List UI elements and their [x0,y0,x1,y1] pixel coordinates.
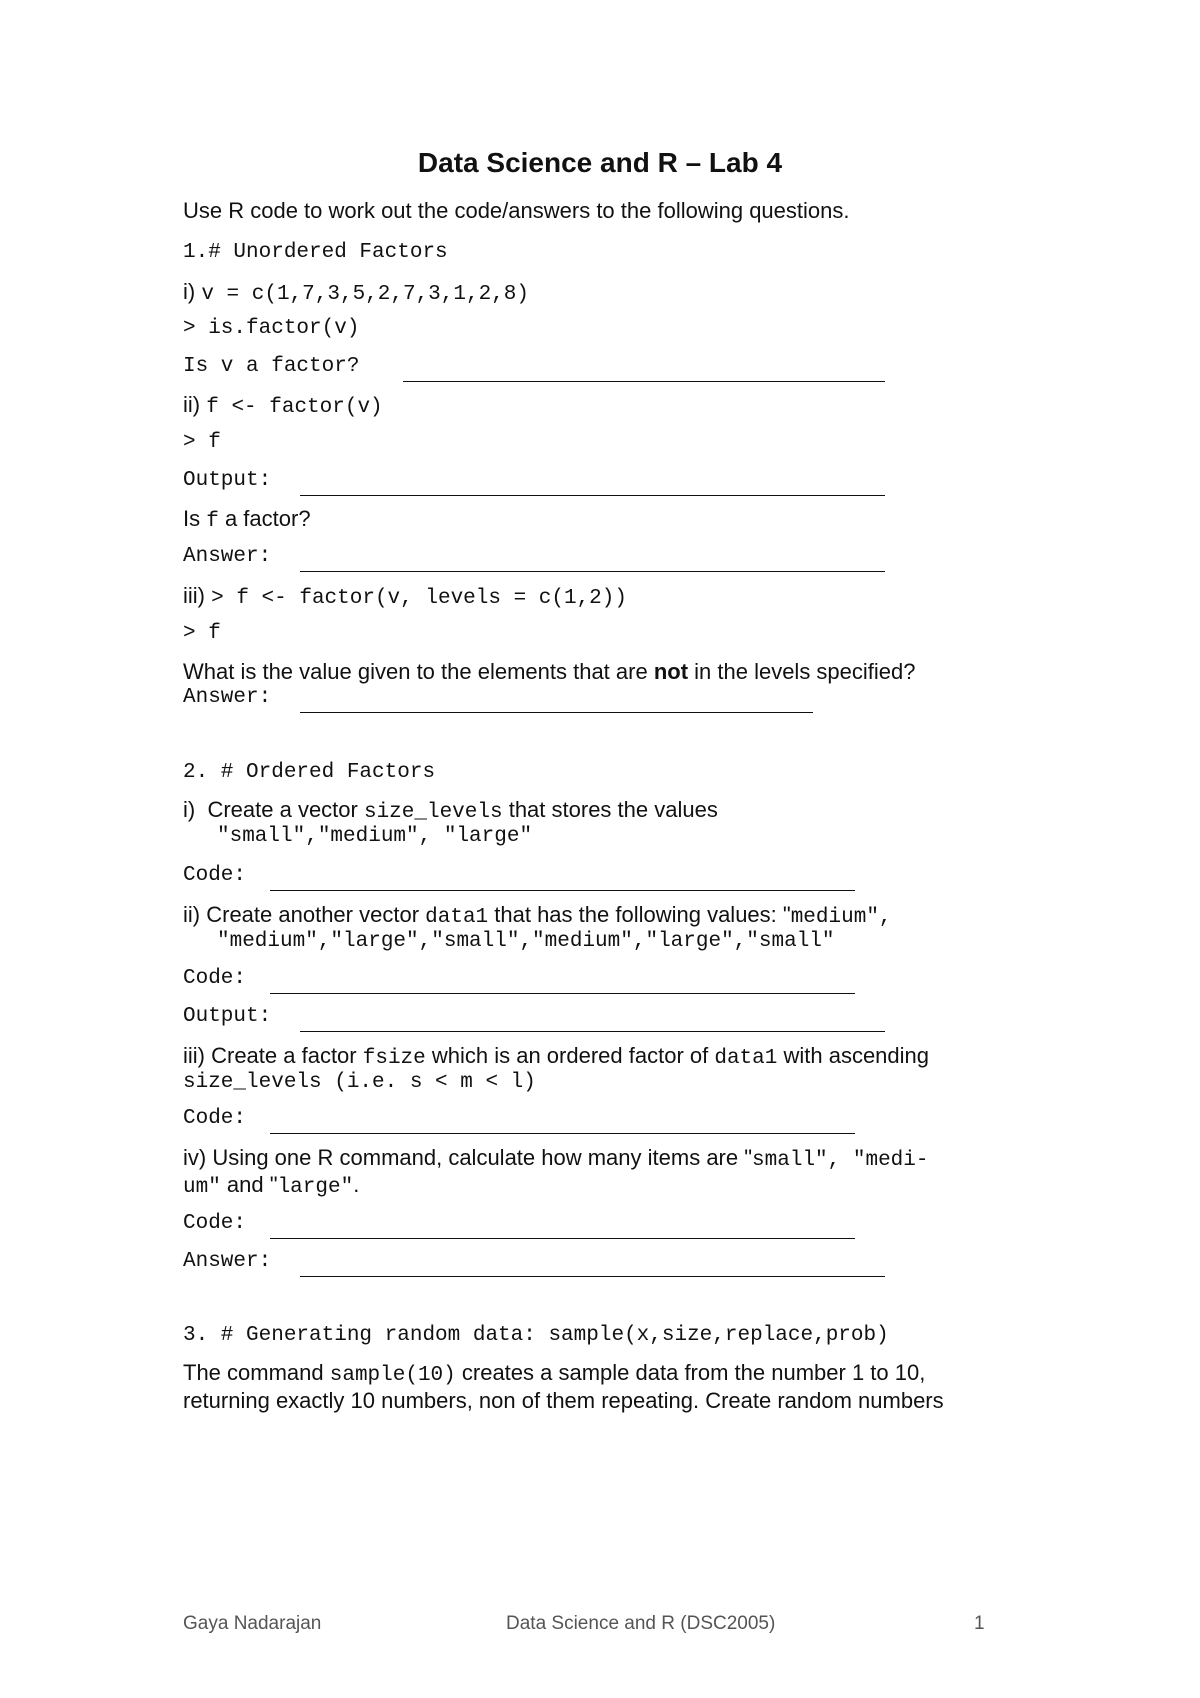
q1-i-code: v = c(1,7,3,5,2,7,3,1,2,8) [201,283,529,306]
q2-i-text-pre: Create a vector [207,797,364,822]
q1-output-label: Output: [183,469,272,492]
q1-iii-code: > f <- factor(v, levels = c(1,2)) [211,587,627,610]
q2-iii-text-mid: which is an ordered factor of [425,1043,715,1068]
q2-i [183,797,718,826]
q1-ii-cmd: > f [183,431,221,454]
intro-text: Use R code to work out the code/answers to the following questions. [183,198,850,223]
q2-i-label: i) [183,797,196,822]
q2-ii-output-line[interactable] [300,1031,885,1032]
q2-ii-label: ii) [183,902,201,927]
q1-i-answer-line[interactable] [403,381,885,382]
q1-answer-label-2: Answer: [183,686,272,709]
page-title: Data Science and R – Lab 4 [417,147,783,178]
q1-iii-q-bold: not [653,659,689,684]
q1-i-label: i) [183,279,196,304]
q2-code-label-3: Code: [183,1107,247,1130]
q2-iv-line2-code: um" [183,1176,221,1199]
q2-i-code-line[interactable] [270,890,855,891]
q2-iv [183,1145,928,1174]
q2-code-label-1: Code: [183,864,247,887]
q1-is-f-question [183,506,311,535]
footer-page-number: 1 [974,1613,985,1634]
q2-iv-answer-line[interactable] [300,1276,885,1277]
q1-heading: 1.# Unordered Factors [183,241,448,264]
q2-heading: 2. # Ordered Factors [183,761,436,784]
q2-ii-text-pre: Create another vector [206,902,426,927]
q2-i-text-code: size_levels [363,801,503,824]
q1-iii-q-post: in the levels specified? [688,659,916,684]
q2-iv-text-code: small", "medi- [752,1149,929,1172]
q2-code-label-4: Code: [183,1212,247,1235]
q3-heading: 3. # Generating random data: sample(x,size,replace,prob) [183,1324,889,1347]
q2-iii-text-post: with ascending [777,1043,930,1068]
footer-course: Data Science and R (DSC2005) [506,1613,776,1634]
q2-iii-code-line[interactable] [270,1133,855,1134]
q2-ii-text-post: that has the following values: " [488,902,791,927]
q2-ii-first-value: medium", [790,906,892,929]
q1-iii-question [183,659,916,685]
q1-iii [183,583,627,612]
q1-i [183,279,529,308]
q1-output-line[interactable] [300,495,885,496]
q2-iv-code-line[interactable] [270,1238,855,1239]
q1-is-f-code: f [206,510,219,533]
q1-answer-line[interactable] [300,571,885,572]
q1-ii-code: f <- factor(v) [206,396,383,419]
q1-iii-answer-line[interactable] [300,712,813,713]
q2-iv-text-pre: iv) Using one R command, calculate how many items are " [183,1145,753,1170]
q3-p1-post: creates a sample data from the number 1 to 10, [455,1360,926,1385]
q1-iii-label: iii) [183,583,205,608]
q2-ii [183,902,892,931]
q1-answer-label: Answer: [183,545,272,568]
q2-ii-text-code: data1 [425,906,489,929]
q2-iii-text-code: fsize [362,1047,426,1070]
q2-iv-line2-post: . [353,1172,360,1197]
q2-ii-code-line[interactable] [270,993,855,994]
q2-iv-line2 [183,1172,359,1201]
q3-p1-pre: The command [183,1360,330,1385]
q2-ii-values: "medium","large","small","medium","large","small" [217,930,835,953]
q1-i-prompt: Is v a factor? [183,355,360,378]
q2-i-text-post: that stores the values [502,797,718,822]
q2-i-values: "small","medium", "large" [217,825,533,848]
q2-output-label: Output: [183,1005,272,1028]
q3-paragraph-line2: returning exactly 10 numbers, non of them repeating. Create random numbers [183,1388,944,1413]
q2-iii-text-code2: data1 [714,1047,778,1070]
footer-author: Gaya Nadarajan [183,1613,322,1634]
q1-i-cmd: > is.factor(v) [183,317,360,340]
q2-iv-line2-code2: large" [277,1176,354,1199]
q1-iii-q-pre: What is the value given to the elements that are [183,659,654,684]
q3-p1-code: sample(10) [329,1364,456,1387]
q2-iv-line2-mid: and " [220,1172,278,1197]
q2-iii [183,1043,929,1072]
q3-paragraph-line1 [183,1360,925,1389]
q1-iii-cmd: > f [183,622,221,645]
q1-is-f-post: a factor? [218,506,311,531]
q2-iii-text-pre: iii) Create a factor [183,1043,363,1068]
q2-answer-label: Answer: [183,1250,272,1273]
q1-is-f-pre: Is [183,506,207,531]
q2-iii-line2: size_levels (i.e. s < m < l) [183,1071,536,1094]
q1-ii [183,392,383,421]
q1-ii-label: ii) [183,392,201,417]
q2-code-label-2: Code: [183,967,247,990]
